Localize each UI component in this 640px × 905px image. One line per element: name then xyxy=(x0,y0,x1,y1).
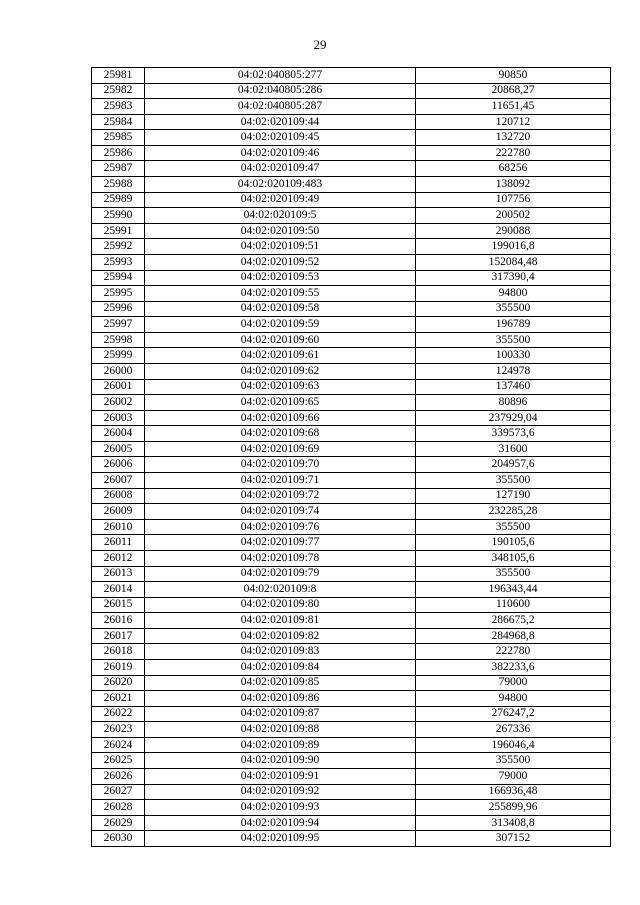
table-row xyxy=(92,99,611,115)
table-row xyxy=(92,488,611,504)
row-number-cell: 26026 xyxy=(92,769,145,785)
value-cell: 276247,2 xyxy=(416,706,611,722)
table-row xyxy=(92,68,611,84)
cadastral-number-cell: 04:02:020109:53 xyxy=(145,270,416,286)
table-row xyxy=(92,644,611,660)
value-cell: 152084,48 xyxy=(416,254,611,270)
table-row xyxy=(92,831,611,847)
table-row xyxy=(92,348,611,364)
row-number-cell: 26025 xyxy=(92,753,145,769)
table-row xyxy=(92,722,611,738)
table-row xyxy=(92,83,611,99)
table-body xyxy=(92,68,611,847)
row-number-cell: 26028 xyxy=(92,800,145,816)
cadastral-number-cell: 04:02:020109:45 xyxy=(145,130,416,146)
table-row xyxy=(92,659,611,675)
cadastral-number-cell: 04:02:020109:84 xyxy=(145,659,416,675)
row-number-cell: 25981 xyxy=(92,68,145,84)
value-cell: 232285,28 xyxy=(416,504,611,520)
cadastral-number-cell: 04:02:020109:66 xyxy=(145,410,416,426)
value-cell: 355500 xyxy=(416,301,611,317)
row-number-cell: 26015 xyxy=(92,597,145,613)
value-cell: 138092 xyxy=(416,177,611,193)
row-number-cell: 26009 xyxy=(92,504,145,520)
value-cell: 137460 xyxy=(416,379,611,395)
value-cell: 313408,8 xyxy=(416,815,611,831)
row-number-cell: 25988 xyxy=(92,177,145,193)
row-number-cell: 25999 xyxy=(92,348,145,364)
row-number-cell: 26027 xyxy=(92,784,145,800)
row-number-cell: 25983 xyxy=(92,99,145,115)
row-number-cell: 26024 xyxy=(92,737,145,753)
row-number-cell: 26010 xyxy=(92,519,145,535)
cadastral-number-cell: 04:02:020109:46 xyxy=(145,145,416,161)
data-table xyxy=(91,67,611,847)
value-cell: 200502 xyxy=(416,208,611,224)
table-row xyxy=(92,613,611,629)
table-row xyxy=(92,239,611,255)
value-cell: 11651,45 xyxy=(416,99,611,115)
cadastral-number-cell: 04:02:020109:90 xyxy=(145,753,416,769)
value-cell: 307152 xyxy=(416,831,611,847)
table-row xyxy=(92,130,611,146)
value-cell: 124978 xyxy=(416,363,611,379)
table-row xyxy=(92,519,611,535)
value-cell: 132720 xyxy=(416,130,611,146)
cadastral-number-cell: 04:02:020109:94 xyxy=(145,815,416,831)
cadastral-number-cell: 04:02:020109:87 xyxy=(145,706,416,722)
cadastral-number-cell: 04:02:040805:286 xyxy=(145,83,416,99)
cadastral-number-cell: 04:02:020109:70 xyxy=(145,457,416,473)
cadastral-number-cell: 04:02:020109:60 xyxy=(145,332,416,348)
table-row xyxy=(92,254,611,270)
row-number-cell: 26001 xyxy=(92,379,145,395)
table-row xyxy=(92,457,611,473)
table-row xyxy=(92,317,611,333)
row-number-cell: 25991 xyxy=(92,223,145,239)
cadastral-number-cell: 04:02:040805:277 xyxy=(145,68,416,84)
value-cell: 222780 xyxy=(416,644,611,660)
cadastral-number-cell: 04:02:020109:86 xyxy=(145,691,416,707)
table-row xyxy=(92,473,611,489)
row-number-cell: 26020 xyxy=(92,675,145,691)
row-number-cell: 25997 xyxy=(92,317,145,333)
value-cell: 100330 xyxy=(416,348,611,364)
value-cell: 196046,4 xyxy=(416,737,611,753)
table-row xyxy=(92,597,611,613)
value-cell: 267336 xyxy=(416,722,611,738)
row-number-cell: 25995 xyxy=(92,286,145,302)
value-cell: 317390,4 xyxy=(416,270,611,286)
row-number-cell: 25984 xyxy=(92,114,145,130)
value-cell: 204957,6 xyxy=(416,457,611,473)
row-number-cell: 25985 xyxy=(92,130,145,146)
cadastral-number-cell: 04:02:020109:52 xyxy=(145,254,416,270)
cadastral-number-cell: 04:02:020109:65 xyxy=(145,395,416,411)
table-row xyxy=(92,208,611,224)
cadastral-number-cell: 04:02:020109:483 xyxy=(145,177,416,193)
row-number-cell: 25982 xyxy=(92,83,145,99)
table-row xyxy=(92,582,611,598)
cadastral-number-cell: 04:02:020109:76 xyxy=(145,519,416,535)
cadastral-number-cell: 04:02:020109:85 xyxy=(145,675,416,691)
table-row xyxy=(92,753,611,769)
row-number-cell: 25990 xyxy=(92,208,145,224)
cadastral-number-cell: 04:02:020109:68 xyxy=(145,426,416,442)
table-row xyxy=(92,161,611,177)
row-number-cell: 26017 xyxy=(92,628,145,644)
cadastral-number-cell: 04:02:020109:93 xyxy=(145,800,416,816)
table-row xyxy=(92,800,611,816)
value-cell: 222780 xyxy=(416,145,611,161)
table-row xyxy=(92,114,611,130)
cadastral-number-cell: 04:02:020109:55 xyxy=(145,286,416,302)
cadastral-number-cell: 04:02:020109:51 xyxy=(145,239,416,255)
table-row xyxy=(92,441,611,457)
row-number-cell: 25993 xyxy=(92,254,145,270)
row-number-cell: 26029 xyxy=(92,815,145,831)
row-number-cell: 25998 xyxy=(92,332,145,348)
table-row xyxy=(92,550,611,566)
value-cell: 237929,04 xyxy=(416,410,611,426)
table-row xyxy=(92,737,611,753)
row-number-cell: 26012 xyxy=(92,550,145,566)
cadastral-number-cell: 04:02:020109:79 xyxy=(145,566,416,582)
cadastral-number-cell: 04:02:020109:58 xyxy=(145,301,416,317)
cadastral-number-cell: 04:02:020109:91 xyxy=(145,769,416,785)
table-row xyxy=(92,332,611,348)
cadastral-number-cell: 04:02:020109:92 xyxy=(145,784,416,800)
value-cell: 94800 xyxy=(416,691,611,707)
value-cell: 190105,6 xyxy=(416,535,611,551)
table-row xyxy=(92,379,611,395)
cadastral-number-cell: 04:02:020109:89 xyxy=(145,737,416,753)
value-cell: 339573,6 xyxy=(416,426,611,442)
cadastral-number-cell: 04:02:020109:95 xyxy=(145,831,416,847)
cadastral-number-cell: 04:02:020109:59 xyxy=(145,317,416,333)
value-cell: 94800 xyxy=(416,286,611,302)
value-cell: 355500 xyxy=(416,519,611,535)
row-number-cell: 26007 xyxy=(92,473,145,489)
row-number-cell: 25989 xyxy=(92,192,145,208)
table-row xyxy=(92,535,611,551)
value-cell: 68256 xyxy=(416,161,611,177)
table-row xyxy=(92,177,611,193)
value-cell: 79000 xyxy=(416,769,611,785)
table-row xyxy=(92,363,611,379)
row-number-cell: 26016 xyxy=(92,613,145,629)
value-cell: 348105,6 xyxy=(416,550,611,566)
row-number-cell: 26000 xyxy=(92,363,145,379)
table-row xyxy=(92,566,611,582)
table-row xyxy=(92,815,611,831)
row-number-cell: 26011 xyxy=(92,535,145,551)
cadastral-number-cell: 04:02:020109:49 xyxy=(145,192,416,208)
value-cell: 110600 xyxy=(416,597,611,613)
table-row xyxy=(92,410,611,426)
table-row xyxy=(92,628,611,644)
table-row xyxy=(92,223,611,239)
cadastral-number-cell: 04:02:040805:287 xyxy=(145,99,416,115)
cadastral-number-cell: 04:02:020109:78 xyxy=(145,550,416,566)
table-row xyxy=(92,769,611,785)
table-row xyxy=(92,426,611,442)
row-number-cell: 26006 xyxy=(92,457,145,473)
table-row xyxy=(92,706,611,722)
table-row xyxy=(92,270,611,286)
table-row xyxy=(92,504,611,520)
table-row xyxy=(92,395,611,411)
row-number-cell: 26021 xyxy=(92,691,145,707)
value-cell: 107756 xyxy=(416,192,611,208)
cadastral-number-cell: 04:02:020109:72 xyxy=(145,488,416,504)
row-number-cell: 25992 xyxy=(92,239,145,255)
value-cell: 255899,96 xyxy=(416,800,611,816)
value-cell: 120712 xyxy=(416,114,611,130)
row-number-cell: 26014 xyxy=(92,582,145,598)
cadastral-number-cell: 04:02:020109:71 xyxy=(145,473,416,489)
cadastral-number-cell: 04:02:020109:74 xyxy=(145,504,416,520)
cadastral-number-cell: 04:02:020109:81 xyxy=(145,613,416,629)
row-number-cell: 26002 xyxy=(92,395,145,411)
table-row xyxy=(92,145,611,161)
cadastral-number-cell: 04:02:020109:47 xyxy=(145,161,416,177)
value-cell: 79000 xyxy=(416,675,611,691)
cadastral-number-cell: 04:02:020109:88 xyxy=(145,722,416,738)
value-cell: 355500 xyxy=(416,566,611,582)
row-number-cell: 26008 xyxy=(92,488,145,504)
value-cell: 31600 xyxy=(416,441,611,457)
row-number-cell: 26013 xyxy=(92,566,145,582)
cadastral-number-cell: 04:02:020109:44 xyxy=(145,114,416,130)
value-cell: 355500 xyxy=(416,473,611,489)
cadastral-number-cell: 04:02:020109:50 xyxy=(145,223,416,239)
row-number-cell: 26023 xyxy=(92,722,145,738)
value-cell: 196789 xyxy=(416,317,611,333)
value-cell: 284968,8 xyxy=(416,628,611,644)
value-cell: 199016,8 xyxy=(416,239,611,255)
value-cell: 382233,6 xyxy=(416,659,611,675)
cadastral-number-cell: 04:02:020109:83 xyxy=(145,644,416,660)
cadastral-number-cell: 04:02:020109:61 xyxy=(145,348,416,364)
cadastral-number-cell: 04:02:020109:63 xyxy=(145,379,416,395)
cadastral-number-cell: 04:02:020109:8 xyxy=(145,582,416,598)
row-number-cell: 25994 xyxy=(92,270,145,286)
table-row xyxy=(92,675,611,691)
value-cell: 90850 xyxy=(416,68,611,84)
cadastral-number-cell: 04:02:020109:5 xyxy=(145,208,416,224)
cadastral-number-cell: 04:02:020109:82 xyxy=(145,628,416,644)
cadastral-number-cell: 04:02:020109:77 xyxy=(145,535,416,551)
value-cell: 20868,27 xyxy=(416,83,611,99)
value-cell: 80896 xyxy=(416,395,611,411)
value-cell: 196343,44 xyxy=(416,582,611,598)
row-number-cell: 25987 xyxy=(92,161,145,177)
cadastral-number-cell: 04:02:020109:62 xyxy=(145,363,416,379)
row-number-cell: 26019 xyxy=(92,659,145,675)
value-cell: 127190 xyxy=(416,488,611,504)
row-number-cell: 26018 xyxy=(92,644,145,660)
row-number-cell: 25996 xyxy=(92,301,145,317)
value-cell: 166936,48 xyxy=(416,784,611,800)
table-row xyxy=(92,784,611,800)
value-cell: 286675,2 xyxy=(416,613,611,629)
value-cell: 290088 xyxy=(416,223,611,239)
row-number-cell: 26022 xyxy=(92,706,145,722)
page-number: 29 xyxy=(313,37,327,52)
value-cell: 355500 xyxy=(416,332,611,348)
table-row xyxy=(92,301,611,317)
row-number-cell: 26005 xyxy=(92,441,145,457)
table-row xyxy=(92,691,611,707)
row-number-cell: 25986 xyxy=(92,145,145,161)
row-number-cell: 26004 xyxy=(92,426,145,442)
cadastral-number-cell: 04:02:020109:69 xyxy=(145,441,416,457)
table-row xyxy=(92,192,611,208)
table-row xyxy=(92,286,611,302)
value-cell: 355500 xyxy=(416,753,611,769)
row-number-cell: 26030 xyxy=(92,831,145,847)
cadastral-number-cell: 04:02:020109:80 xyxy=(145,597,416,613)
row-number-cell: 26003 xyxy=(92,410,145,426)
